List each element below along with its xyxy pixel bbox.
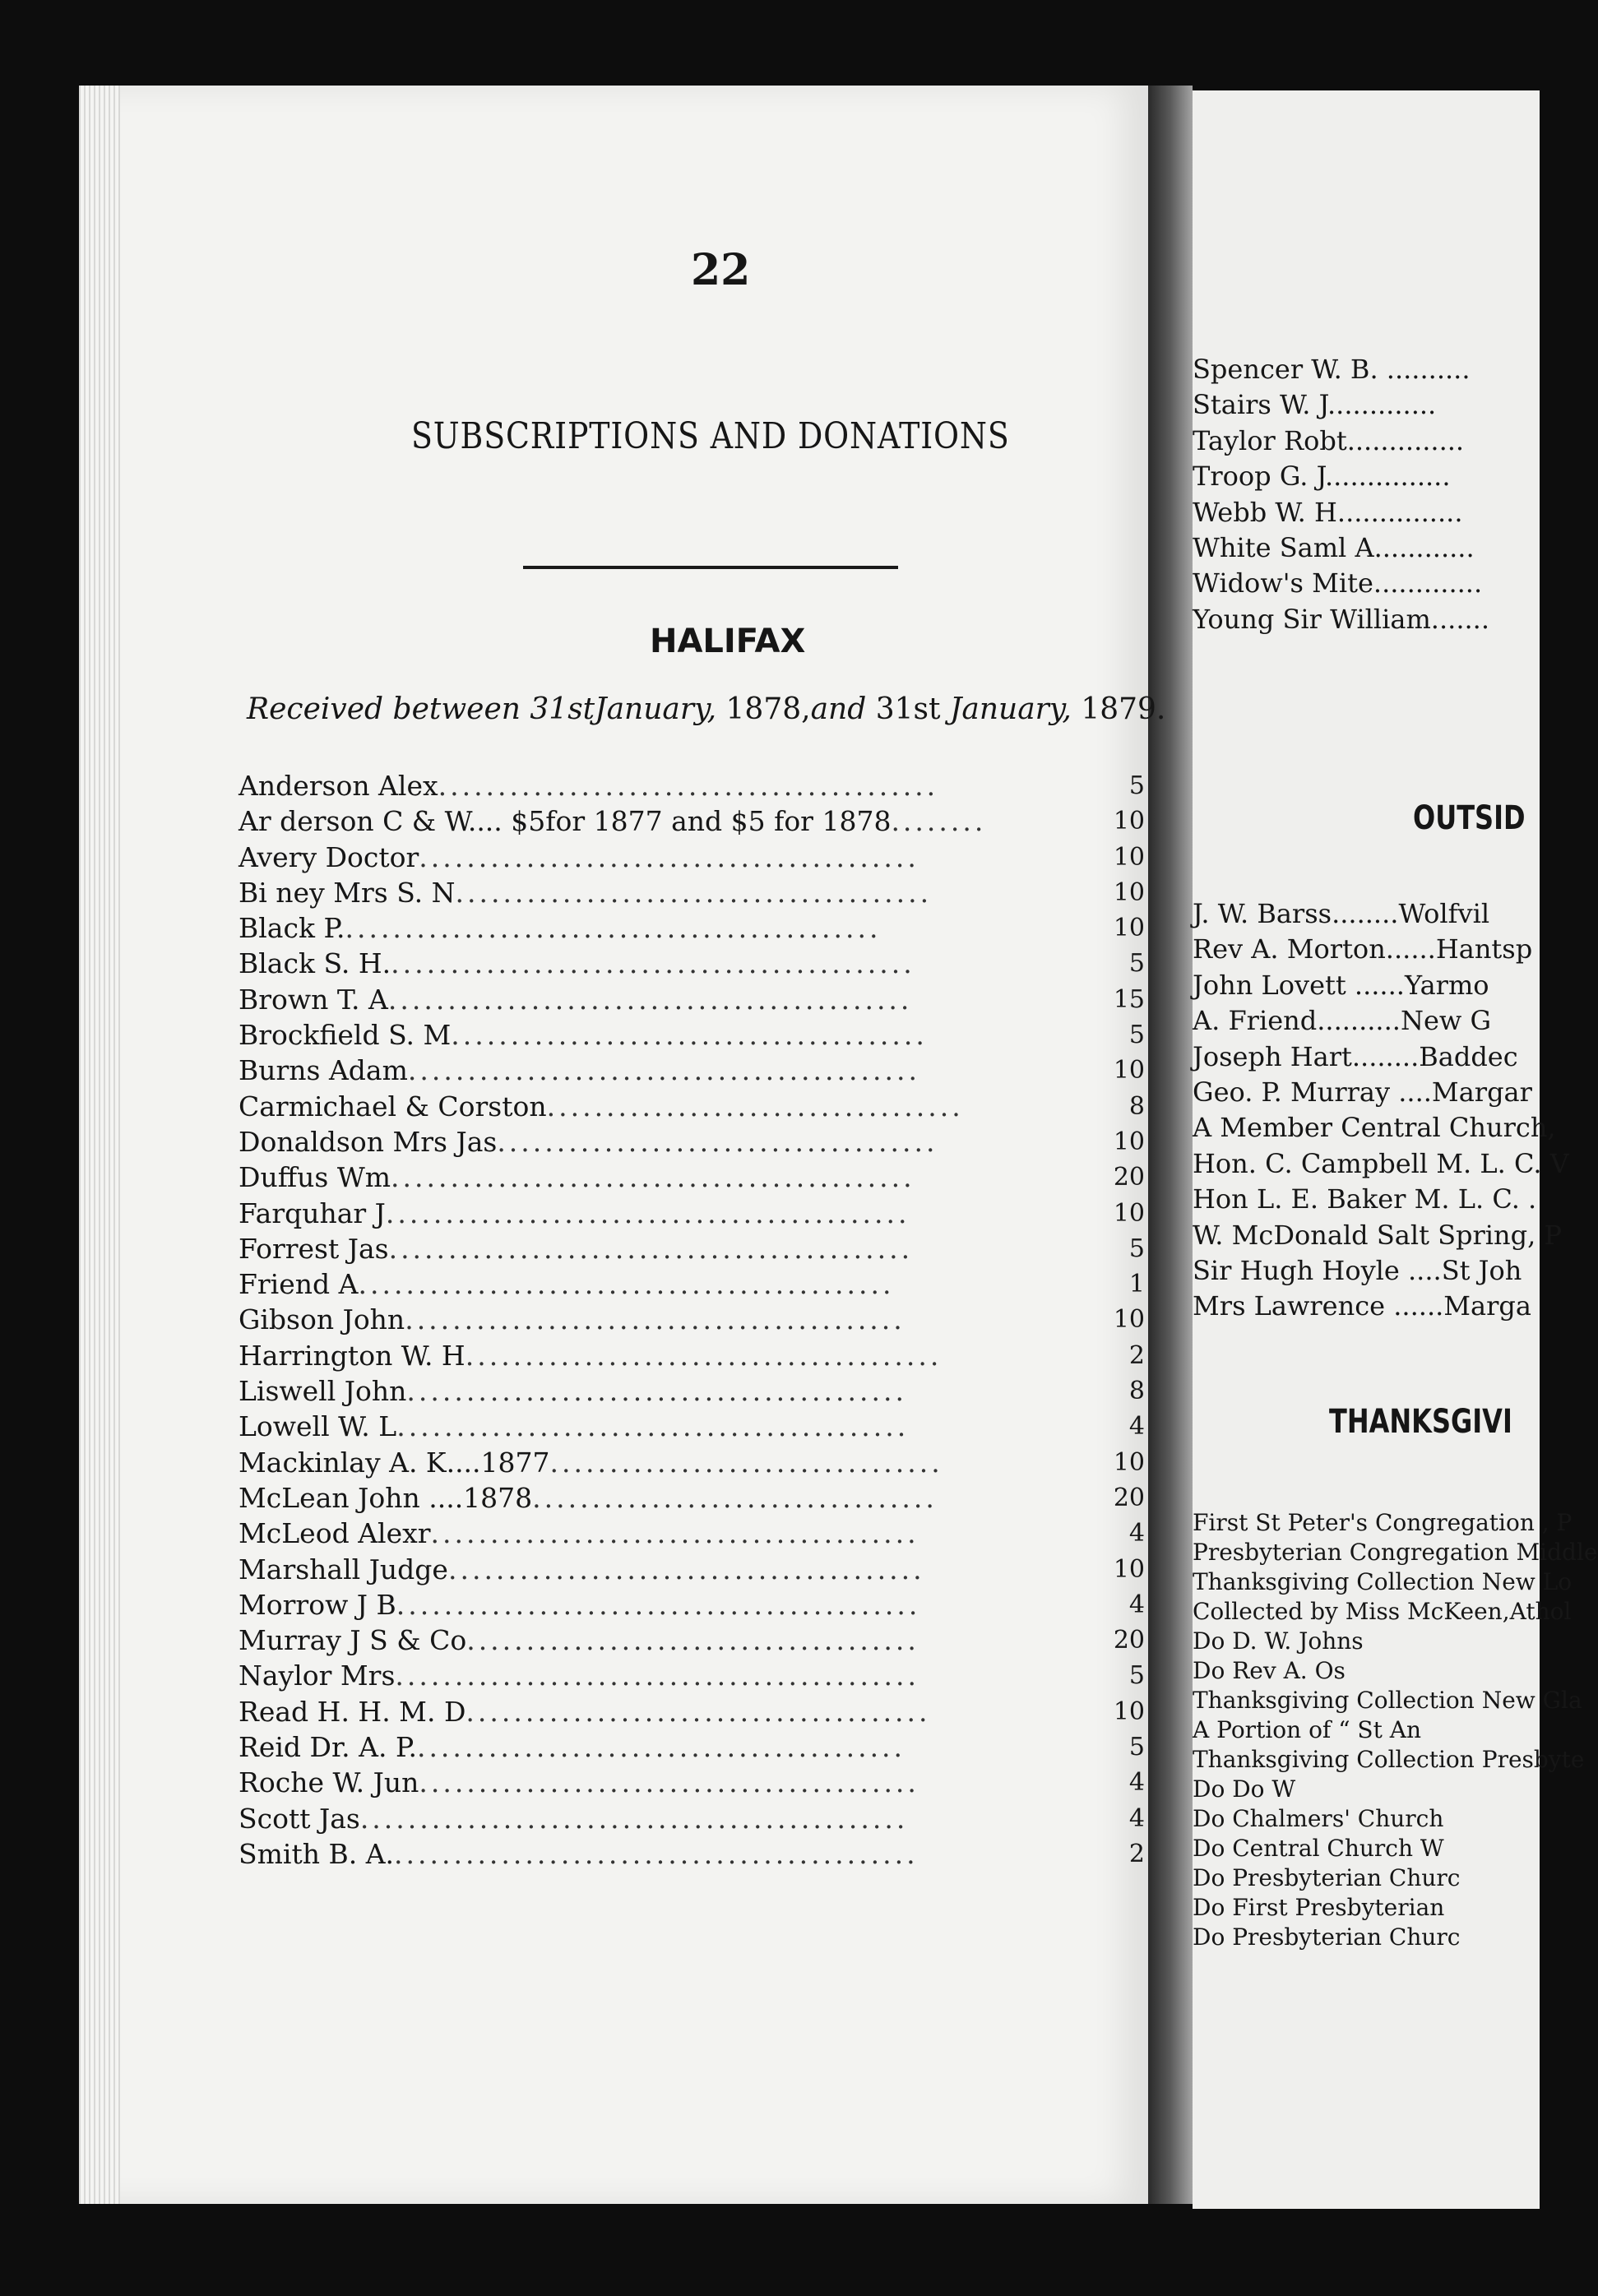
leader-dots: .......................................... bbox=[406, 1375, 907, 1408]
outside-heading: OUTSID bbox=[1413, 799, 1526, 837]
leader-dots: .......................................... bbox=[419, 1766, 919, 1799]
subtitle-received: Received between 31st bbox=[247, 692, 595, 726]
donation-amount: 5 bbox=[1128, 1661, 1145, 1691]
subscription-row bbox=[239, 875, 1160, 910]
leader-dots: ........................................ bbox=[455, 876, 933, 909]
subscriber-name: Farquhar J bbox=[239, 1197, 386, 1229]
subscriber-name: McLean John ....1878 bbox=[239, 1481, 533, 1514]
donation-amount: 10 bbox=[1113, 1447, 1145, 1477]
subscriber-name: McLeod Alexr bbox=[239, 1517, 431, 1550]
subscriber-name: Burns Adam bbox=[239, 1054, 408, 1087]
page-title: SUBSCRIPTIONS AND DONATIONS bbox=[411, 415, 1010, 457]
right-entry: White Saml A............ bbox=[1193, 531, 1475, 563]
outside-entry: Hon L. E. Baker M. L. C. . bbox=[1193, 1183, 1537, 1215]
leader-dots: ............................................. bbox=[345, 912, 882, 945]
outside-entry: Sir Hugh Hoyle ....St Joh bbox=[1193, 1254, 1522, 1286]
thanksgiving-entry: Do Chalmers' Church bbox=[1193, 1805, 1444, 1832]
right-entry: Taylor Robt.............. bbox=[1193, 424, 1465, 456]
leader-dots: ............................................ bbox=[388, 1232, 914, 1265]
donation-amount: 2 bbox=[1128, 1839, 1145, 1868]
thanksgiving-entry: Collected by Miss McKeen,Athol bbox=[1193, 1598, 1572, 1625]
leader-dots: ...................................... bbox=[466, 1624, 919, 1657]
thanksgiving-entry: A Portion of “ St An bbox=[1193, 1716, 1421, 1743]
outside-entry: A. Friend..........New G bbox=[1193, 1005, 1491, 1037]
donation-amount: 8 bbox=[1128, 1377, 1145, 1406]
right-page bbox=[1193, 90, 1598, 2209]
donation-amount: 4 bbox=[1128, 1590, 1145, 1619]
donation-amount: 10 bbox=[1113, 842, 1145, 872]
page-number: 22 bbox=[691, 245, 751, 295]
subscriber-name: Donaldson Mrs Jas bbox=[239, 1125, 498, 1158]
donation-amount: 4 bbox=[1128, 1519, 1145, 1548]
outside-list bbox=[1193, 896, 1569, 1325]
leader-dots: .................................. bbox=[532, 1481, 938, 1514]
subtitle-31st: 31st bbox=[866, 692, 950, 726]
thanksgiving-entry: Thanksgiving Collection Presbyte bbox=[1193, 1746, 1585, 1773]
leader-dots: ........ bbox=[891, 805, 987, 838]
right-entry: Widow's Mite............. bbox=[1193, 567, 1483, 599]
right-entry: Stairs W. J............. bbox=[1193, 389, 1437, 421]
subtitle-year-2: 1879. bbox=[1071, 692, 1166, 726]
thanksgiving-entry: Do D. W. Johns bbox=[1193, 1627, 1364, 1655]
right-entry: Webb W. H............... bbox=[1193, 496, 1463, 528]
leader-dots: ........................................ bbox=[447, 1553, 925, 1585]
right-top-list bbox=[1193, 352, 1540, 637]
donation-amount: 20 bbox=[1113, 1626, 1145, 1655]
subscription-row bbox=[239, 1587, 1160, 1622]
donation-amount: 5 bbox=[1128, 949, 1145, 979]
subscriber-name: Gibson John bbox=[239, 1303, 405, 1336]
subscription-row bbox=[239, 1552, 1160, 1587]
thanksgiving-entry: Do Central Church W bbox=[1193, 1835, 1444, 1862]
subscription-row bbox=[239, 840, 1160, 875]
leader-dots: ........................................... bbox=[396, 1410, 910, 1443]
thanksgiving-entry: Thanksgiving Collection New Gla bbox=[1193, 1687, 1582, 1714]
outside-entry: A Member Central Church, bbox=[1193, 1112, 1556, 1144]
leader-dots: ............................................ bbox=[395, 1660, 919, 1692]
subscription-row bbox=[239, 1445, 1160, 1480]
right-entry: Young Sir William....... bbox=[1193, 603, 1489, 635]
subscriber-name: Carmichael & Corston bbox=[239, 1090, 547, 1123]
donation-amount: 4 bbox=[1128, 1412, 1145, 1442]
subscription-row bbox=[239, 1124, 1160, 1160]
subscriber-name: Harrington W. H bbox=[239, 1339, 466, 1372]
subscriber-name: Mackinlay A. K....1877 bbox=[239, 1446, 550, 1479]
donation-amount: 10 bbox=[1113, 1554, 1145, 1584]
thanksgiving-entry: Do First Presbyterian bbox=[1193, 1894, 1445, 1921]
donation-amount: 20 bbox=[1113, 1163, 1145, 1192]
thanksgiving-entry: Do Do W bbox=[1193, 1775, 1296, 1803]
subscriber-name: Roche W. Jun bbox=[239, 1766, 419, 1799]
thanksgiving-entry: Do Presbyterian Churc bbox=[1193, 1864, 1461, 1891]
subscriber-name: Murray J S & Co bbox=[239, 1624, 467, 1657]
donation-amount: 4 bbox=[1128, 1803, 1145, 1833]
subscriber-name: Black S. H. bbox=[239, 947, 391, 980]
outside-entry: W. McDonald Salt Spring, P bbox=[1193, 1219, 1562, 1251]
leader-dots: .............................................. bbox=[359, 1802, 909, 1835]
subscriber-name: Brockfield S. M bbox=[239, 1019, 452, 1052]
subscriber-name: Forrest Jas bbox=[239, 1232, 389, 1265]
subscription-row bbox=[239, 910, 1160, 946]
right-entry: Troop G. J............... bbox=[1193, 461, 1451, 493]
title-rule bbox=[523, 566, 898, 569]
leader-dots: ................................... bbox=[546, 1090, 964, 1123]
subscription-row bbox=[239, 768, 1160, 803]
thanksgiving-list bbox=[1193, 1508, 1598, 1952]
subscription-row bbox=[239, 1694, 1160, 1729]
thanksgiving-heading: THANKSGIVI bbox=[1329, 1403, 1512, 1441]
outside-entry: Joseph Hart........Baddec bbox=[1193, 1040, 1518, 1072]
leader-dots: .......................................... bbox=[405, 1303, 906, 1336]
subscriber-name: Friend A bbox=[239, 1268, 359, 1301]
subscriber-name: Morrow J B bbox=[239, 1588, 396, 1621]
thanksgiving-entry: Presbyterian Congregation Middle bbox=[1193, 1539, 1598, 1566]
subscriber-name: Bi ney Mrs S. N bbox=[239, 876, 456, 909]
leader-dots: ....................................... bbox=[466, 1695, 931, 1728]
leader-dots: ............................................ bbox=[387, 983, 913, 1016]
donation-amount: 5 bbox=[1128, 1733, 1145, 1762]
donation-amount: 2 bbox=[1128, 1340, 1145, 1370]
page-edge bbox=[79, 86, 120, 2204]
subscription-row bbox=[239, 1765, 1160, 1800]
leader-dots: ............................................ bbox=[391, 1161, 915, 1194]
donation-amount: 10 bbox=[1113, 877, 1145, 907]
leader-dots: ........................................ bbox=[465, 1339, 943, 1372]
leader-dots: ............................................. bbox=[358, 1268, 895, 1301]
leader-dots: .......................................... bbox=[438, 770, 939, 802]
outside-entry: Hon. C. Campbell M. L. C. V bbox=[1193, 1147, 1569, 1179]
subscription-row bbox=[239, 1017, 1160, 1053]
subscription-row bbox=[239, 1266, 1160, 1302]
subscription-row bbox=[239, 946, 1160, 981]
leader-dots: ............................................ bbox=[396, 1588, 921, 1621]
subscription-row bbox=[239, 1480, 1160, 1516]
donation-amount: 10 bbox=[1113, 1056, 1145, 1086]
leader-dots: ......................................... bbox=[430, 1517, 919, 1550]
donation-amount: 10 bbox=[1113, 914, 1145, 943]
subtitle-year-1: 1878, bbox=[716, 692, 811, 726]
subscriber-name: Black P. bbox=[239, 912, 345, 945]
subscription-row bbox=[239, 803, 1160, 839]
leader-dots: ......................................... bbox=[416, 1731, 906, 1764]
donation-amount: 15 bbox=[1113, 984, 1145, 1014]
subscription-row bbox=[239, 1729, 1160, 1765]
leader-dots: ............................................ bbox=[385, 1197, 910, 1229]
subscriber-name: Ar derson C & W.... $5for 1877 and $5 for 1878 bbox=[239, 805, 892, 838]
donation-amount: 1 bbox=[1128, 1270, 1145, 1299]
leader-dots: ............................................ bbox=[391, 947, 915, 980]
subscription-row bbox=[239, 1658, 1160, 1693]
subscription-row bbox=[239, 1302, 1160, 1337]
leader-dots: ........................................... bbox=[407, 1054, 920, 1087]
subscriber-name: Marshall Judge bbox=[239, 1553, 448, 1585]
subscription-row bbox=[239, 1409, 1160, 1444]
donation-amount: 10 bbox=[1113, 1305, 1145, 1335]
donation-amount: 8 bbox=[1128, 1091, 1145, 1121]
subscriber-name: Liswell John bbox=[239, 1375, 407, 1408]
donation-amount: 10 bbox=[1113, 1697, 1145, 1726]
donation-amount: 20 bbox=[1113, 1483, 1145, 1512]
leader-dots: ................................. bbox=[549, 1446, 943, 1479]
subscriber-name: Avery Doctor bbox=[239, 840, 419, 873]
subtitle-january-1: January, bbox=[595, 692, 717, 726]
section-title: HALIFAX bbox=[650, 623, 806, 660]
donation-amount: 5 bbox=[1128, 1234, 1145, 1263]
donation-amount: 10 bbox=[1113, 1198, 1145, 1228]
subscriber-name: Smith B. A. bbox=[239, 1837, 395, 1870]
right-entry: Spencer W. B. .......... bbox=[1193, 354, 1471, 385]
outside-entry: Rev A. Morton......Hantsp bbox=[1193, 933, 1533, 965]
thanksgiving-entry: Do Rev A. Os bbox=[1193, 1657, 1346, 1684]
subscription-row bbox=[239, 982, 1160, 1017]
subscription-row bbox=[239, 1338, 1160, 1373]
donation-amount: 10 bbox=[1113, 807, 1145, 836]
outside-entry: John Lovett ......Yarmo bbox=[1193, 969, 1489, 1001]
leader-dots: ..................................... bbox=[497, 1125, 938, 1158]
leader-dots: ........................................ bbox=[451, 1019, 928, 1052]
subscription-row bbox=[239, 1053, 1160, 1088]
subscriber-name: Anderson Alex bbox=[239, 770, 438, 802]
subscription-row bbox=[239, 1373, 1160, 1409]
subscriber-name: Read H. H. M. D bbox=[239, 1695, 466, 1728]
outside-entry: J. W. Barss........Wolfvil bbox=[1193, 898, 1490, 929]
subscription-row bbox=[239, 1801, 1160, 1836]
subscription-row bbox=[239, 1516, 1160, 1551]
subscriber-name: Lowell W. L bbox=[239, 1410, 397, 1443]
leader-dots: ............................................ bbox=[394, 1837, 919, 1870]
subscription-row bbox=[239, 1196, 1160, 1231]
donation-amount: 10 bbox=[1113, 1127, 1145, 1156]
subscriber-name: Brown T. A bbox=[239, 983, 388, 1016]
donation-amount: 4 bbox=[1128, 1768, 1145, 1798]
thanksgiving-entry: Thanksgiving Collection New Lo bbox=[1193, 1568, 1573, 1595]
subscriber-name: Naylor Mrs bbox=[239, 1660, 396, 1692]
date-range-subtitle bbox=[247, 692, 1165, 726]
subscription-row bbox=[239, 1622, 1160, 1658]
subscription-list bbox=[239, 768, 1160, 1872]
donation-amount: 5 bbox=[1128, 1021, 1145, 1050]
outside-entry: Geo. P. Murray ....Margar bbox=[1193, 1076, 1532, 1108]
subscription-row bbox=[239, 1089, 1160, 1124]
subscription-row bbox=[239, 1160, 1160, 1195]
subscription-row bbox=[239, 1836, 1160, 1872]
subtitle-and: and bbox=[810, 692, 867, 726]
leader-dots: .......................................... bbox=[419, 840, 919, 873]
subscriber-name: Reid Dr. A. P. bbox=[239, 1731, 417, 1764]
outside-entry: Mrs Lawrence ......Marga bbox=[1193, 1290, 1531, 1322]
thanksgiving-entry: First St Peter's Congregation , P bbox=[1193, 1509, 1573, 1536]
thanksgiving-entry: Do Presbyterian Churc bbox=[1193, 1923, 1461, 1951]
subscriber-name: Duffus Wm bbox=[239, 1161, 391, 1194]
subscriber-name: Scott Jas bbox=[239, 1802, 360, 1835]
subtitle-january-2: January, bbox=[949, 692, 1072, 726]
donation-amount: 5 bbox=[1128, 771, 1145, 800]
subscription-row bbox=[239, 1231, 1160, 1266]
